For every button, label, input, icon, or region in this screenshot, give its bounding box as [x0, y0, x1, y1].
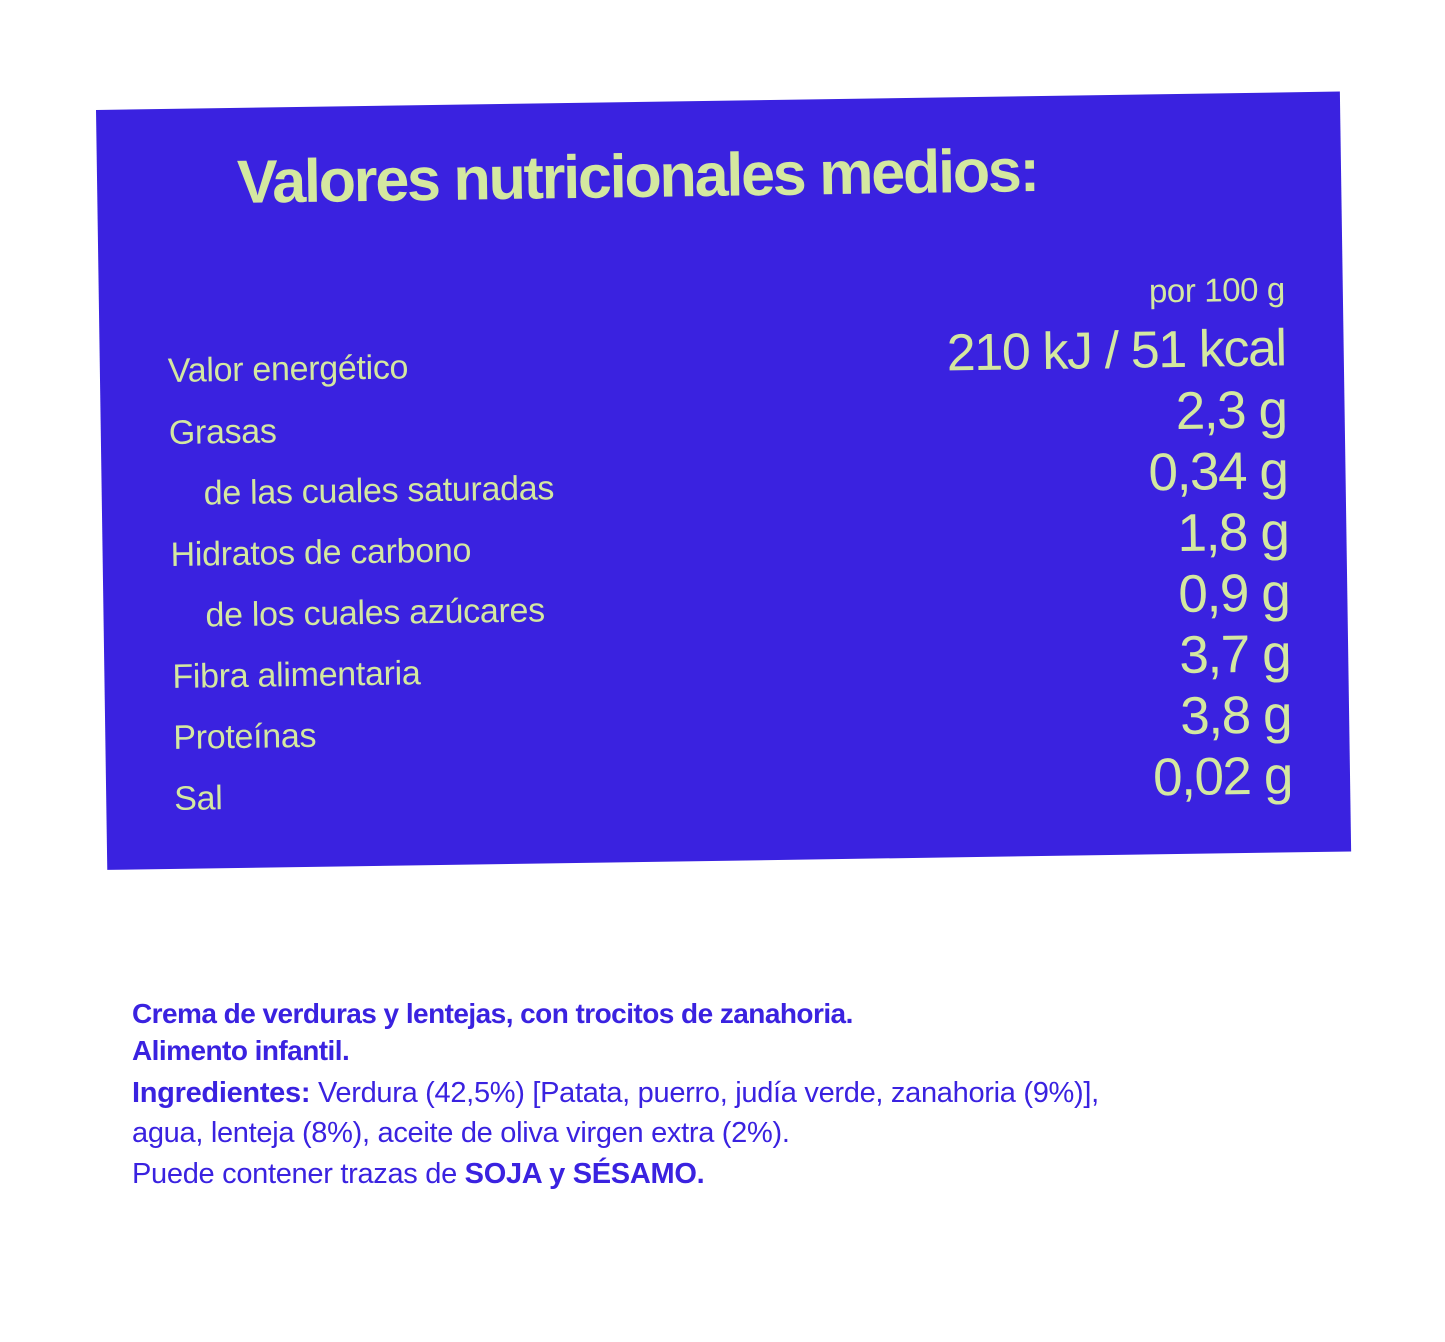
nutrition-rows	[167, 319, 1293, 827]
nutrient-value: 2,3 g	[1175, 380, 1288, 442]
nutrient-label: Hidratos de carbono	[170, 531, 472, 574]
nutrient-value: 1,8 g	[1177, 502, 1289, 563]
traces-prefix: Puede contener trazas de	[132, 1157, 465, 1190]
nutrient-value: 0,34 g	[1148, 441, 1288, 503]
nutrient-value: 210 kJ / 51 kcal	[946, 319, 1287, 383]
nutrition-facts-panel	[96, 92, 1351, 870]
nutrient-label: Fibra alimentaria	[172, 654, 421, 696]
ingredients-text	[132, 1073, 1362, 1193]
ingredients-label: Ingredientes:	[132, 1077, 311, 1110]
nutrition-panel-inner	[96, 92, 1351, 870]
ingredients-line-2: agua, lenteja (8%), aceite de oliva virgen extra (2%).	[132, 1117, 790, 1150]
nutrient-label: de las cuales saturadas	[203, 469, 555, 513]
nutrient-value: 0,9 g	[1177, 563, 1290, 624]
nutrient-label: Grasas	[168, 412, 277, 452]
product-description-line-1: Crema de verduras y lentejas, con trocitos de zanahoria.	[132, 998, 853, 1029]
product-description-line-2: Alimento infantil.	[132, 1035, 350, 1067]
nutrient-value: 0,02 g	[1152, 746, 1293, 808]
nutrient-label: de los cuales azúcares	[205, 591, 546, 635]
nutrient-value: 3,7 g	[1178, 624, 1291, 685]
ingredients-block	[132, 995, 1362, 1194]
nutrient-label: Proteínas	[173, 716, 317, 757]
ingredients-line-1: Verdura (42,5%) [Patata, puerro, judía verde, zanahoria (9%)],	[310, 1077, 1099, 1110]
nutrient-label: Sal	[173, 779, 223, 818]
per-unit-header: por 100 g	[1148, 270, 1286, 310]
traces-allergens: SOJA y SÉSAMO.	[464, 1157, 705, 1190]
nutrient-value: 3,8 g	[1179, 685, 1292, 746]
nutrient-label: Valor energético	[167, 348, 409, 390]
page-title: Valores nutricionales medios:	[236, 136, 1039, 216]
